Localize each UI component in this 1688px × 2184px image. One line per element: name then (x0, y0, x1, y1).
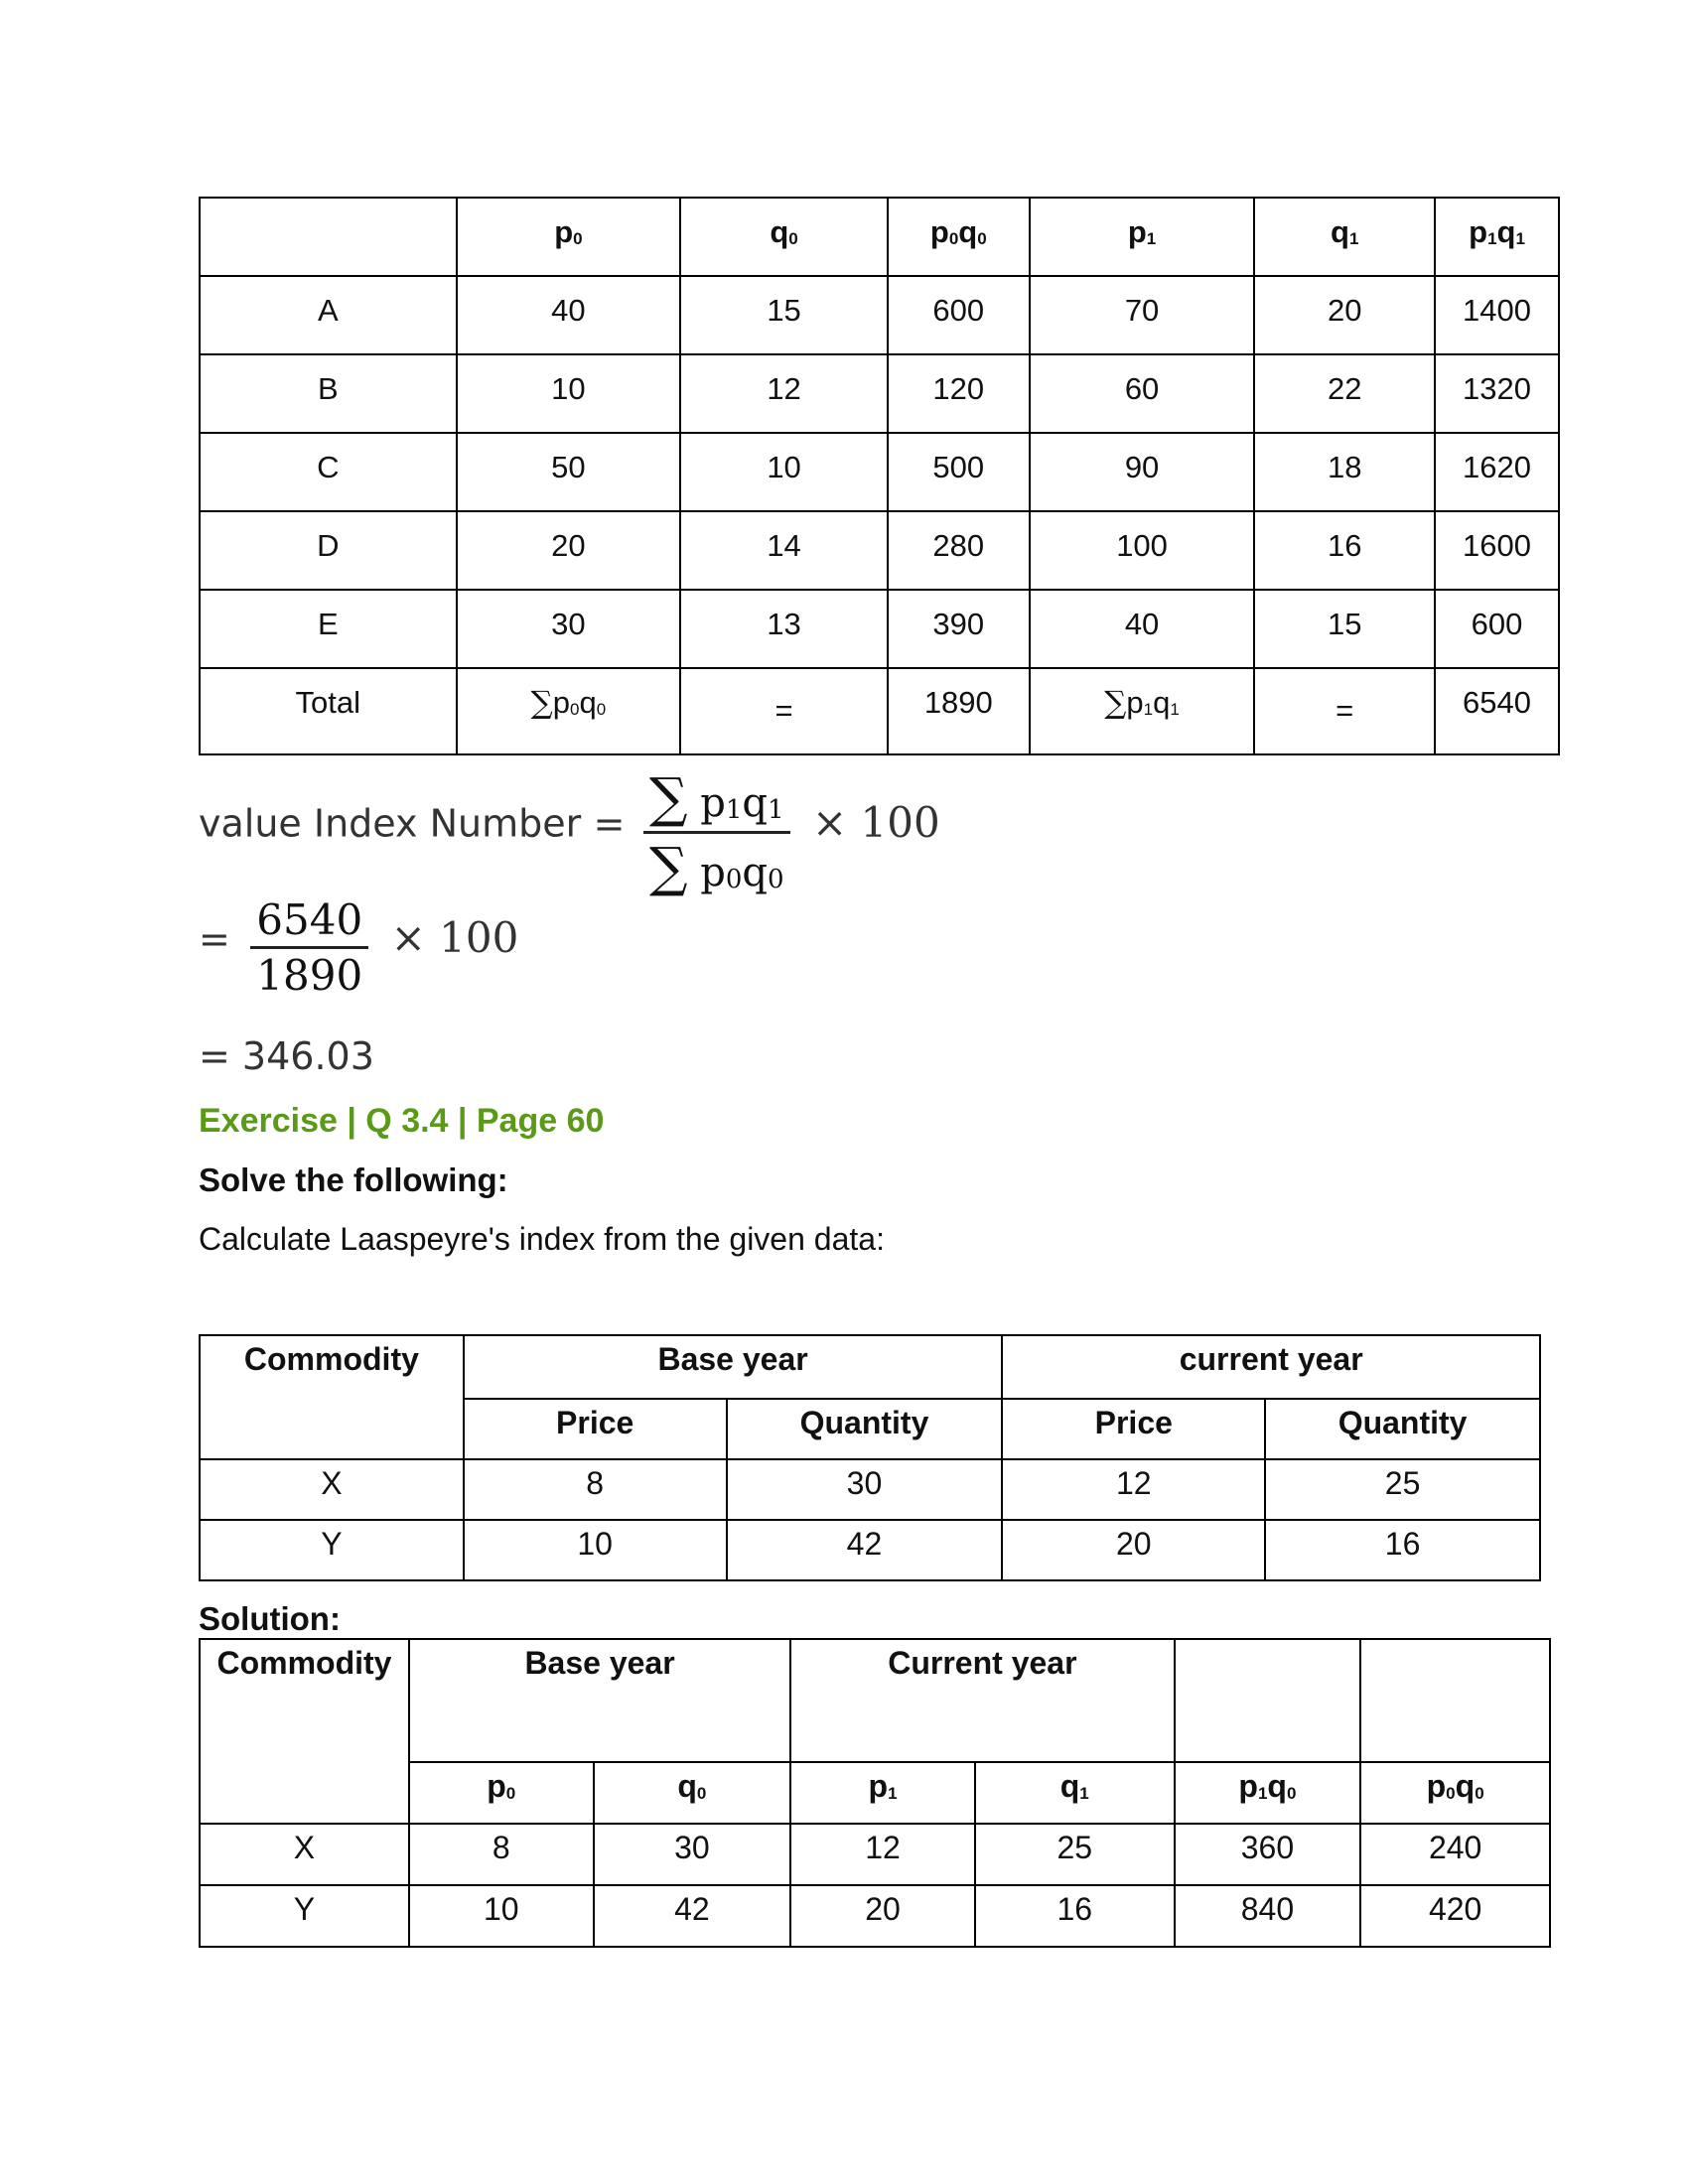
times-100: × 100 (812, 797, 940, 847)
table-cell: 280 (888, 511, 1030, 590)
header-cell: Current year (790, 1639, 1174, 1762)
formula-denominator: ∑ $p_0q_0$ (648, 836, 784, 898)
exercise-heading: Exercise | Q 3.4 | Page 60 (199, 1102, 605, 1140)
table-cell: 60 (1030, 354, 1255, 433)
table-cell: 42 (594, 1885, 791, 1947)
table-row (200, 1459, 1540, 1520)
table-cell: 30 (594, 1824, 791, 1885)
table-cell: 8 (464, 1459, 727, 1520)
header-cell: $p_0$ (457, 198, 681, 276)
header-cell: Price (464, 1399, 727, 1459)
table-cell: E (200, 590, 457, 668)
table-cell: 390 (888, 590, 1030, 668)
formula-label: value Index Number (199, 801, 582, 846)
table-header-row (200, 1335, 1540, 1399)
solution-table (199, 1638, 1551, 1948)
table-cell: 20 (1002, 1520, 1265, 1580)
table-row (200, 511, 1559, 590)
table-cell: 20 (790, 1885, 975, 1947)
table-cell: D (200, 511, 457, 590)
total-p1q1-value: 6540 (1435, 668, 1559, 754)
table-cell: 16 (975, 1885, 1175, 1947)
table-cell: 14 (680, 511, 888, 590)
table-cell: 1620 (1435, 433, 1559, 511)
table-cell: 16 (1265, 1520, 1540, 1580)
table-cell: 1400 (1435, 276, 1559, 354)
equals-cell: = (680, 668, 888, 754)
table-cell: 360 (1175, 1824, 1361, 1885)
header-cell: Commodity (200, 1335, 464, 1459)
table-cell: 10 (457, 354, 681, 433)
header-cell: $p_1$ (1030, 198, 1255, 276)
header-cell (200, 198, 457, 276)
table-cell: 120 (888, 354, 1030, 433)
table-cell: 22 (1254, 354, 1435, 433)
table-header-row (200, 198, 1559, 276)
table-cell: 70 (1030, 276, 1255, 354)
header-cell (1360, 1639, 1550, 1762)
table-cell: 12 (1002, 1459, 1265, 1520)
table-cell: 13 (680, 590, 888, 668)
table-cell: 840 (1175, 1885, 1361, 1947)
table-cell: X (200, 1824, 409, 1885)
table-cell: 600 (888, 276, 1030, 354)
table-cell: 600 (1435, 590, 1559, 668)
value-index-formula (199, 766, 940, 898)
table-cell: 90 (1030, 433, 1255, 511)
header-cell: current year (1002, 1335, 1540, 1399)
table-cell: 10 (409, 1885, 594, 1947)
total-p0q0-value: 1890 (888, 668, 1030, 754)
equals-sign: = (199, 916, 230, 961)
table-cell: 100 (1030, 511, 1255, 590)
header-cell: $p_0q_0$ (888, 198, 1030, 276)
table-cell: X (200, 1459, 464, 1520)
header-cell: $q_0$ (594, 1762, 791, 1824)
table-cell: 16 (1254, 511, 1435, 590)
question-text: Calculate Laaspeyre's index from the given data: (199, 1221, 885, 1257)
formula-substitution (199, 895, 518, 1000)
solve-heading: Solve the following: (199, 1161, 508, 1198)
header-cell: $p_0q_0$ (1360, 1762, 1550, 1824)
table-cell: 10 (680, 433, 888, 511)
substitution-denominator: 1890 (256, 951, 363, 1000)
table-cell: 1320 (1435, 354, 1559, 433)
table-header-row (200, 1639, 1550, 1762)
header-cell: $p_1q_0$ (1175, 1762, 1361, 1824)
equals-sign: = (593, 801, 626, 846)
table-cell: 40 (1030, 590, 1255, 668)
solution-label: Solution: (199, 1600, 341, 1637)
sum-p1q1-cell: $\sum p_1q_1$ (1030, 668, 1255, 754)
header-cell (1175, 1639, 1361, 1762)
total-label: Total (200, 668, 457, 754)
table-cell: 25 (1265, 1459, 1540, 1520)
table-cell: Y (200, 1520, 464, 1580)
header-cell: $p_1$ (790, 1762, 975, 1824)
table-cell: B (200, 354, 457, 433)
table-cell: 500 (888, 433, 1030, 511)
formula-result: = 346.03 (199, 1034, 374, 1078)
table-cell: 18 (1254, 433, 1435, 511)
substitution-fraction (250, 895, 368, 1000)
laspeyres-data-table (199, 1334, 1541, 1581)
table-cell: C (200, 433, 457, 511)
header-cell: Quantity (1265, 1399, 1540, 1459)
table-cell: 20 (1254, 276, 1435, 354)
table-cell: 8 (409, 1824, 594, 1885)
table-cell: 40 (457, 276, 681, 354)
table-cell: 240 (1360, 1824, 1550, 1885)
header-cell: Quantity (727, 1399, 1003, 1459)
table-cell: 30 (457, 590, 681, 668)
table-cell: 1600 (1435, 511, 1559, 590)
equals-cell: = (1254, 668, 1435, 754)
table-cell: Y (200, 1885, 409, 1947)
table-cell: A (200, 276, 457, 354)
table-cell: 50 (457, 433, 681, 511)
header-cell: $q_1$ (1254, 198, 1435, 276)
table-cell: 12 (790, 1824, 975, 1885)
table-row (200, 1520, 1540, 1580)
header-cell: Price (1002, 1399, 1265, 1459)
total-row (200, 668, 1559, 754)
table-cell: 420 (1360, 1885, 1550, 1947)
header-cell: Base year (409, 1639, 790, 1762)
formula-numerator: ∑ $p_1q_1$ (643, 766, 790, 834)
header-cell: Commodity (200, 1639, 409, 1824)
table-row (200, 354, 1559, 433)
table-cell: 20 (457, 511, 681, 590)
table-row (200, 433, 1559, 511)
sum-p0q0-cell: $\sum p_0q_0$ (457, 668, 681, 754)
header-cell: $q_1$ (975, 1762, 1175, 1824)
table-row (200, 590, 1559, 668)
substitution-numerator: 6540 (250, 895, 368, 949)
table-row (200, 1824, 1550, 1885)
table-cell: 12 (680, 354, 888, 433)
times-100: × 100 (390, 912, 519, 962)
formula-fraction (643, 766, 790, 898)
header-cell: $p_1q_1$ (1435, 198, 1559, 276)
header-cell: Base year (464, 1335, 1003, 1399)
table-row (200, 1885, 1550, 1947)
table-cell: 25 (975, 1824, 1175, 1885)
header-cell: $p_0$ (409, 1762, 594, 1824)
value-index-table (199, 197, 1560, 755)
table-cell: 15 (680, 276, 888, 354)
table-cell: 10 (464, 1520, 727, 1580)
table-cell: 30 (727, 1459, 1003, 1520)
header-cell: $q_0$ (680, 198, 888, 276)
table-cell: 42 (727, 1520, 1003, 1580)
table-cell: 15 (1254, 590, 1435, 668)
table-row (200, 276, 1559, 354)
